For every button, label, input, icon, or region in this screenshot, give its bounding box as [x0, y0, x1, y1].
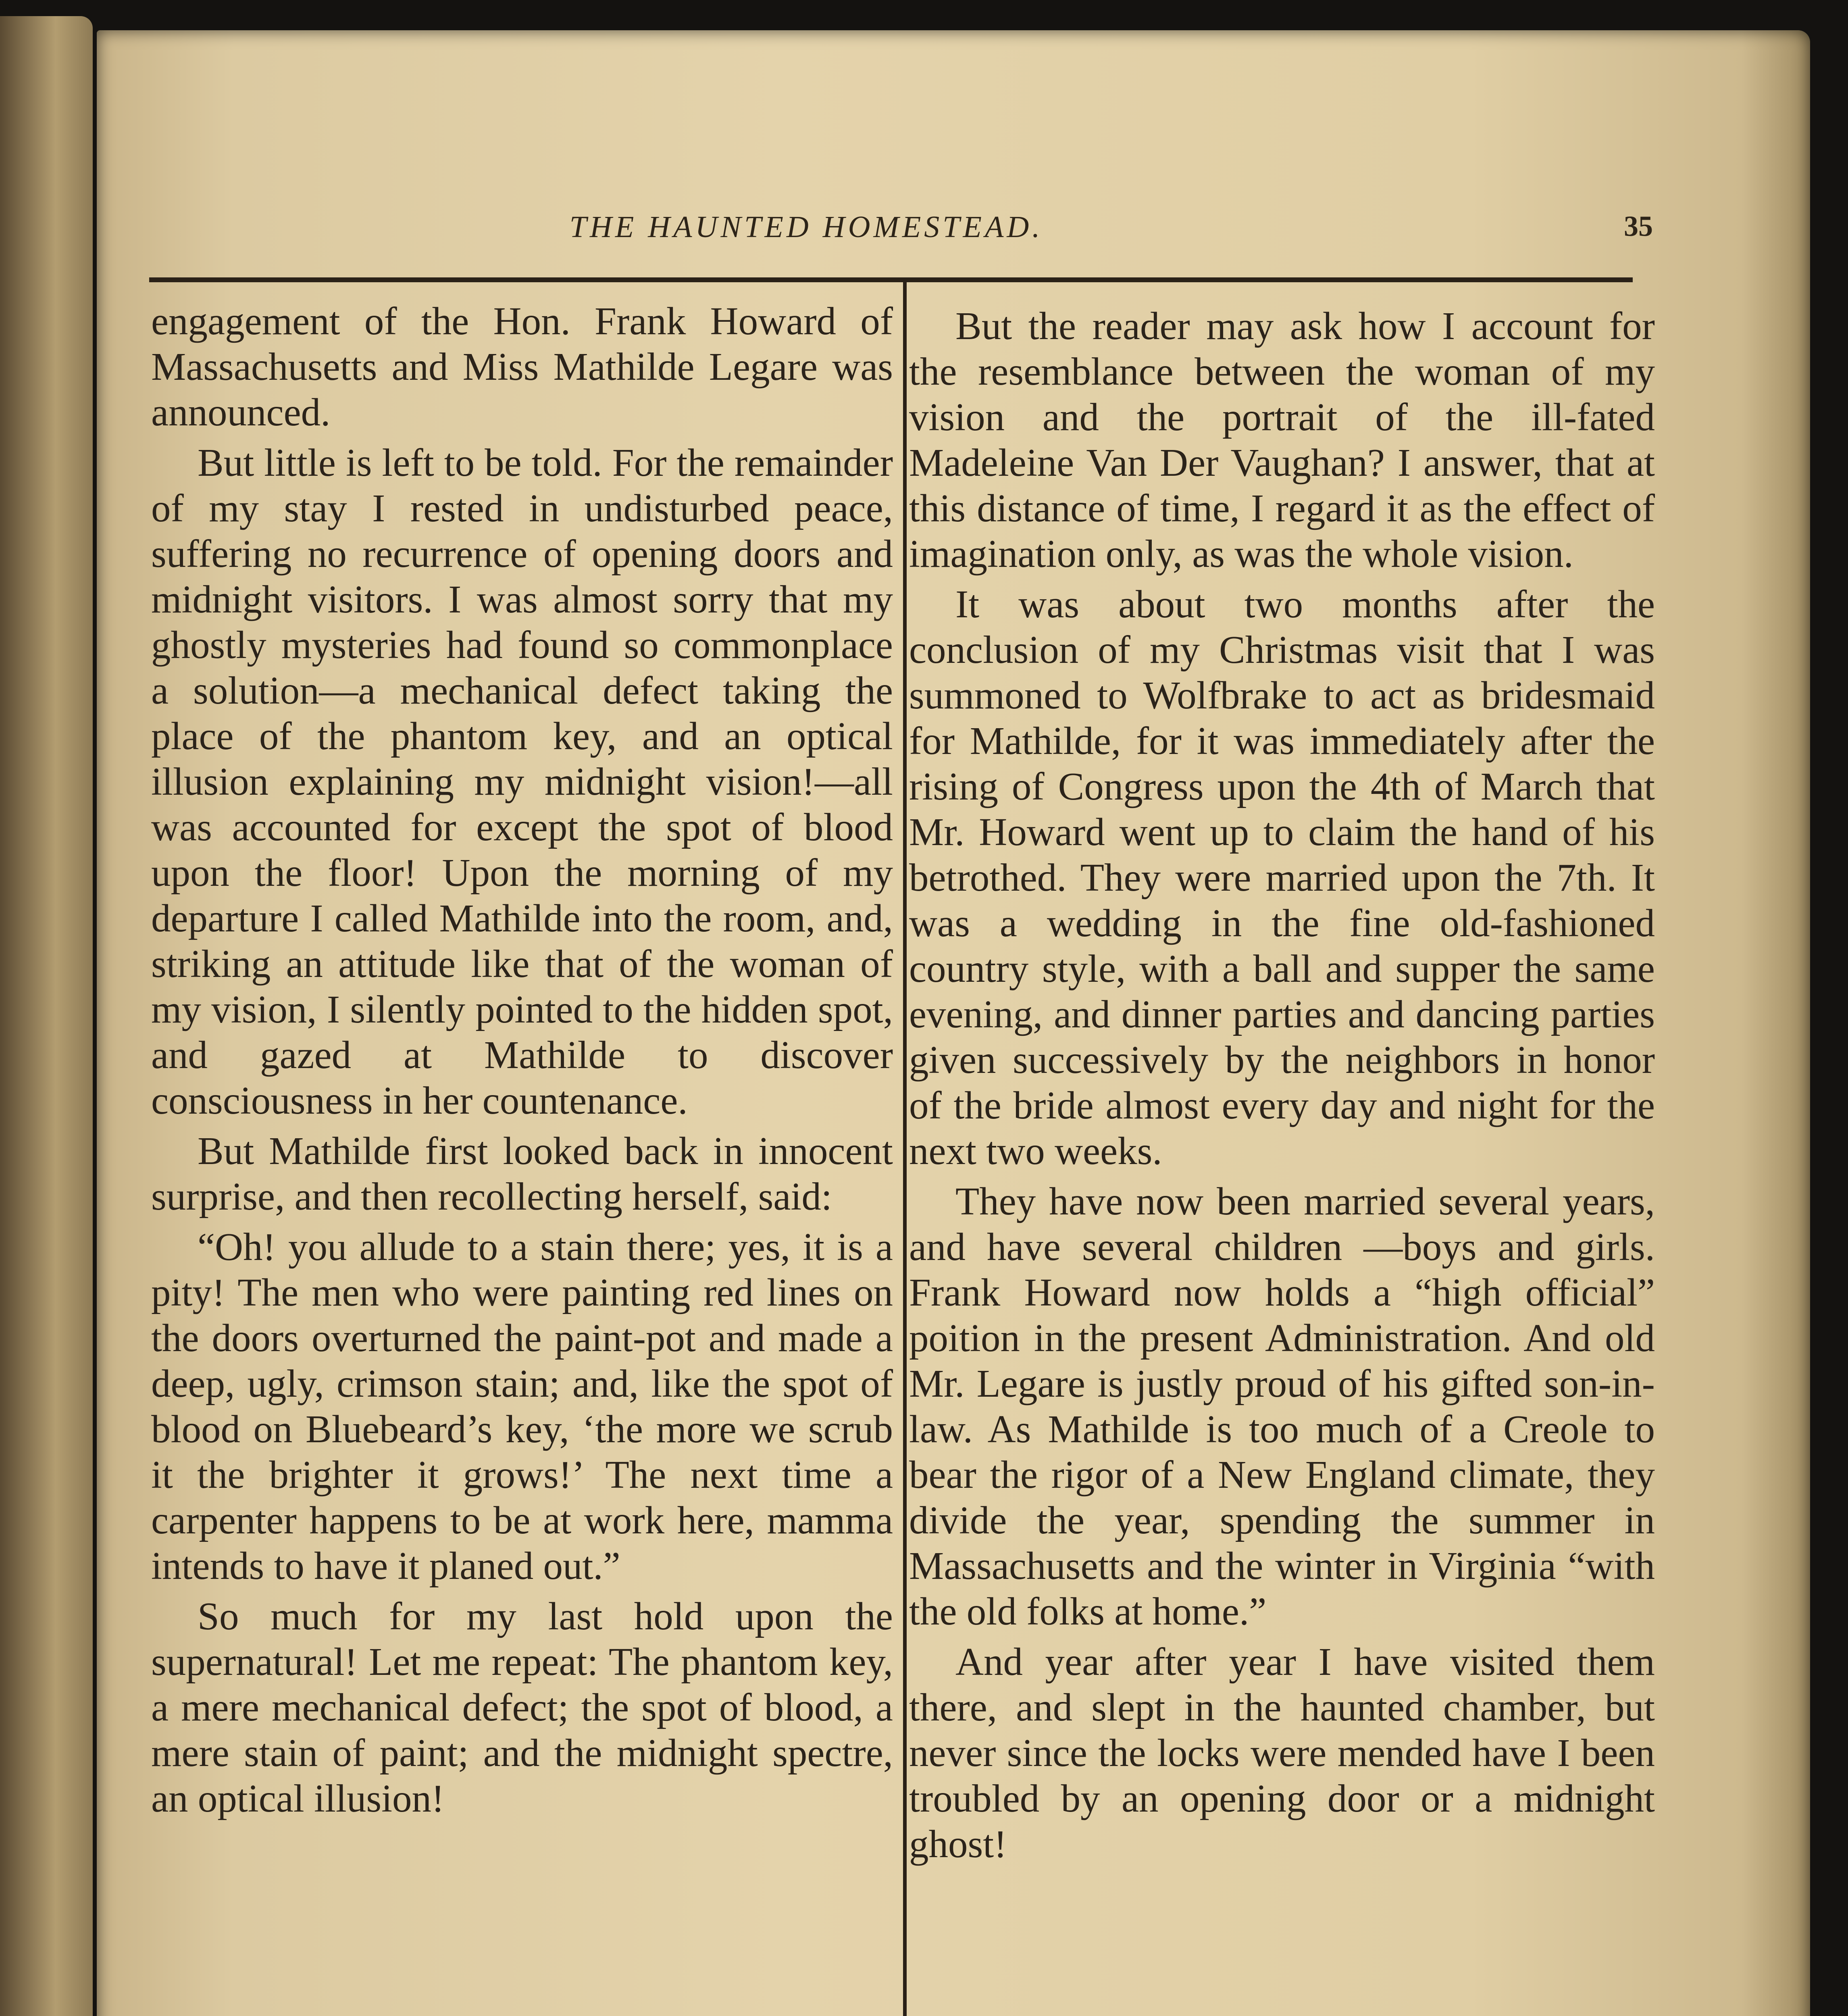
left-column — [151, 298, 893, 1821]
paragraph: But little is left to be told. For the remainder of my stay I rested in undisturbed peace, suffering no recurrence of opening doors and midnight visitors. I was almost sorry that my ghostly mysteries had found so commonplace a solution—a mechanical defect taking the place of the phantom key, and an optical illusion explaining my midnight vision!—all was accounted for except the spot of blood upon the floor! Upon the morning of my departure I called Mathilde into the room, and, striking an attitude like that of the woman of my vision, I silently pointed to the hidden spot, and gazed at Mathilde to discover consciousness in her countenance. — [151, 441, 893, 1122]
paragraph: It was about two months after the conclusion of my Christmas visit that I was summoned to Wolfbrake to act as bridesmaid for Mathilde, for it was immediately after the rising of Congress upon the 4th of March that Mr. Howard went up to claim the hand of his betrothed. They were married upon the 7th. It was a wedding in the fine old-fashioned country style, with a ball and supper the same evening, and dinner parties and dancing parties given successively by the neighbors in honor of the bride almost every day and night for the next two weeks. — [909, 583, 1655, 1173]
paragraph: So much for my last hold upon the supernatural! Let me repeat: The phantom key, a mere mechanical defect; the spot of blood, a mere stain of paint; and the midnight spectre, an optical illusion! — [151, 1595, 893, 1820]
page-number: 35 — [1624, 210, 1653, 242]
facing-page-edge — [0, 16, 93, 2016]
column-divider — [903, 278, 907, 2016]
paragraph: And year after year I have visited them there, and slept in the haunted chamber, but never since the locks were mended have I been troubled by an opening door or a midnight ghost! — [909, 1640, 1655, 1866]
header-rule — [149, 277, 1633, 282]
running-head: THE HAUNTED HOMESTEAD. — [569, 210, 1043, 244]
paragraph: But Mathilde first looked back in innocent surprise, and then recollecting herself, said: — [151, 1129, 893, 1218]
paragraph: They have now been married several years, and have several children —boys and girls. Frank Howard now holds a “high official” poition in the present Administration. And old Mr. Legare is justly proud of his gifted son-in-law. As Mathilde is too much of a Creole to bear the rigor of a New England climate, they divide the year, spending the summer in Massachusetts and the winter in Virginia “with the old folks at home.” — [909, 1180, 1655, 1633]
paragraph: “Oh! you allude to a stain there; yes, it is a pity! The men who were painting red lines on the doors overturned the paint-pot and made a deep, ugly, crimson stain; and, like the spot of blood on Bluebeard’s key, ‘the more we scrub it the brighter it grows!’ The next time a carpenter happens to be at work here, mamma intends to have it planed out.” — [151, 1225, 893, 1587]
right-column — [909, 298, 1655, 1867]
paragraph: But the reader may ask how I account for the resemblance between the woman of my vision and the portrait of the ill-fated Madeleine Van Der Vaughan? I answer, that at this distance of time, I regard it as the effect of imagination only, as was the whole vision. — [909, 304, 1655, 575]
paragraph: engagement of the Hon. Frank Howard of Massachusetts and Miss Mathilde Legare was announced. — [151, 300, 893, 434]
